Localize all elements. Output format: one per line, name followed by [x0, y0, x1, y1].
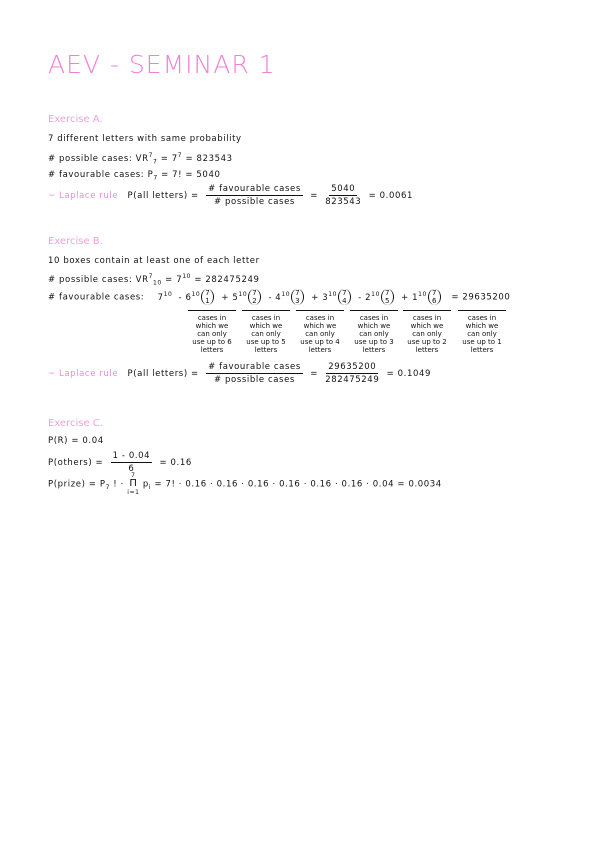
- exercise-b-line-1: 10 boxes contain at least one of each letter: [48, 256, 260, 266]
- numerator: # favourable cases: [208, 184, 301, 194]
- result: = 0.1049: [386, 369, 432, 379]
- term: [178, 289, 215, 305]
- exercise-b-line-4: [48, 362, 431, 385]
- equals: =: [310, 191, 318, 201]
- exponent: 10: [191, 290, 201, 298]
- annotation-note: cases in which we can only use up to 5 letters: [246, 314, 286, 354]
- value: = 7! · 0.16 · 0.16 · 0.16 · 0.16 · 0.16 · 0.16 · 0.04 = 0.0034: [154, 479, 442, 490]
- exponent: 10: [418, 290, 427, 298]
- annotation-note: cases in which we can only use up to 4 letters: [300, 314, 340, 354]
- pi: Π: [129, 478, 138, 489]
- terms: [157, 289, 448, 305]
- numerator: 29635200: [328, 362, 377, 372]
- sign: +: [401, 292, 413, 303]
- annotation-note: cases in which we can only use up to 1 letters: [462, 314, 502, 354]
- binomial: 7 5: [381, 289, 394, 305]
- p-symbol: p: [142, 479, 149, 490]
- sign: -: [268, 292, 276, 303]
- label: P(others) =: [48, 458, 104, 468]
- power: = 7: [165, 274, 183, 285]
- product-symbol: 7 Π i=1: [127, 472, 140, 496]
- binomial: 7 6: [428, 289, 441, 305]
- result: = 0.16: [159, 458, 192, 468]
- exercise-c-line-3: P(prize) = $P_7$ ! · 7 Π i=1 $p_i = 7$! · 0.16 · 0.16 · 0.16 · 0.16 · 0.16 · 0.16 · 0.04 = 0.0034: [48, 472, 442, 496]
- binomial: 7 4: [338, 289, 351, 305]
- sign: -: [358, 292, 366, 303]
- exercise-b-line-2: # possible cases: $VR^7_{10} = 7^{10} = 282475249$: [48, 273, 260, 287]
- value: = 7! = 5040: [161, 170, 221, 180]
- denominator: 282475249: [325, 375, 380, 385]
- power: = 7: [160, 153, 178, 164]
- exponent: 10: [163, 290, 173, 298]
- annotation-note: cases in which we can only use up to 6 letters: [192, 314, 232, 354]
- brace-line: [242, 310, 290, 311]
- label: # possible cases:: [48, 153, 133, 164]
- fraction-values: [325, 184, 361, 207]
- exercise-c-line-2: [48, 451, 192, 474]
- brace-line: [296, 310, 344, 311]
- brace-line: [188, 310, 236, 311]
- numerator: 1 - 0.04: [112, 451, 151, 461]
- coefficient: 2: [365, 292, 372, 303]
- term: [311, 289, 352, 305]
- term: [358, 289, 395, 305]
- p-symbol: P: [147, 170, 154, 180]
- coefficient: 7: [157, 292, 164, 303]
- page-title: AEV - SEMINAR 1: [48, 50, 276, 79]
- exponent: 10: [281, 290, 291, 298]
- coefficient: 6: [185, 292, 192, 303]
- binomial: 7 2: [248, 289, 261, 305]
- result: = 0.0061: [368, 191, 413, 201]
- sign: +: [311, 292, 323, 303]
- exercise-a-line-2: # possible cases: $VR^7_7 = 7^7 = 823543$: [48, 152, 233, 166]
- laplace-label: ~ Laplace rule: [48, 369, 119, 379]
- label: P(prize) = P: [48, 479, 106, 490]
- laplace-label: ~ Laplace rule: [48, 191, 119, 201]
- brace-line: [458, 310, 506, 311]
- term: [157, 290, 173, 303]
- exercise-c-heading: Exercise C.: [48, 418, 103, 429]
- annotation-note: cases in which we can only use up to 2 letters: [407, 314, 447, 354]
- exercise-c-line-1: P(R) = 0.04: [48, 436, 104, 446]
- exponent: 10: [238, 290, 248, 298]
- fraction: [206, 362, 303, 385]
- vr-symbol: VR: [135, 153, 149, 164]
- fraction: [206, 184, 303, 207]
- denominator: # possible cases: [214, 197, 295, 207]
- fraction: [111, 451, 153, 474]
- value: = 282475249: [194, 274, 260, 285]
- exercise-a-heading: Exercise A.: [48, 114, 103, 125]
- label: # favourable cases:: [48, 170, 145, 180]
- brace-line: [350, 310, 398, 311]
- numerator: 5040: [331, 184, 356, 194]
- exercise-a-line-4: [48, 184, 413, 207]
- label: # possible cases:: [48, 274, 133, 285]
- denominator: # possible cases: [214, 375, 295, 385]
- exercise-a-line-3: # favourable cases: $P_7 = 7$! = 5040: [48, 170, 221, 182]
- exponent: 10: [328, 290, 338, 298]
- exercise-b-line-3: [48, 289, 510, 305]
- label: # favourable cases:: [48, 292, 145, 303]
- coefficient: 1: [412, 292, 419, 303]
- term: [401, 289, 442, 305]
- equals: =: [310, 369, 318, 379]
- term: [221, 289, 262, 305]
- value: = 823543: [185, 153, 233, 164]
- numerator: # favourable cases: [208, 362, 301, 372]
- prob-label: P(all letters) =: [127, 369, 199, 379]
- sign: +: [221, 292, 233, 303]
- exercise-a-line-1: 7 different letters with same probability: [48, 134, 242, 144]
- coefficient: 4: [275, 292, 282, 303]
- denominator: 823543: [325, 197, 362, 207]
- factorial: ! ·: [113, 479, 124, 490]
- binomial: 7 3: [291, 289, 304, 305]
- term: [268, 289, 305, 305]
- binomial: 7 1: [201, 289, 214, 305]
- brace-line: [403, 310, 451, 311]
- result: = 29635200: [451, 292, 511, 303]
- fraction-values: [325, 362, 379, 385]
- vr-symbol: VR: [135, 274, 149, 285]
- coefficient: 5: [232, 292, 239, 303]
- prob-label: P(all letters) =: [127, 191, 199, 201]
- exponent: 10: [371, 290, 381, 298]
- denominator: 6: [128, 464, 135, 474]
- annotation-note: cases in which we can only use up to 3 letters: [354, 314, 394, 354]
- coefficient: 3: [322, 292, 329, 303]
- sign: -: [178, 292, 186, 303]
- exercise-b-heading: Exercise B.: [48, 236, 103, 247]
